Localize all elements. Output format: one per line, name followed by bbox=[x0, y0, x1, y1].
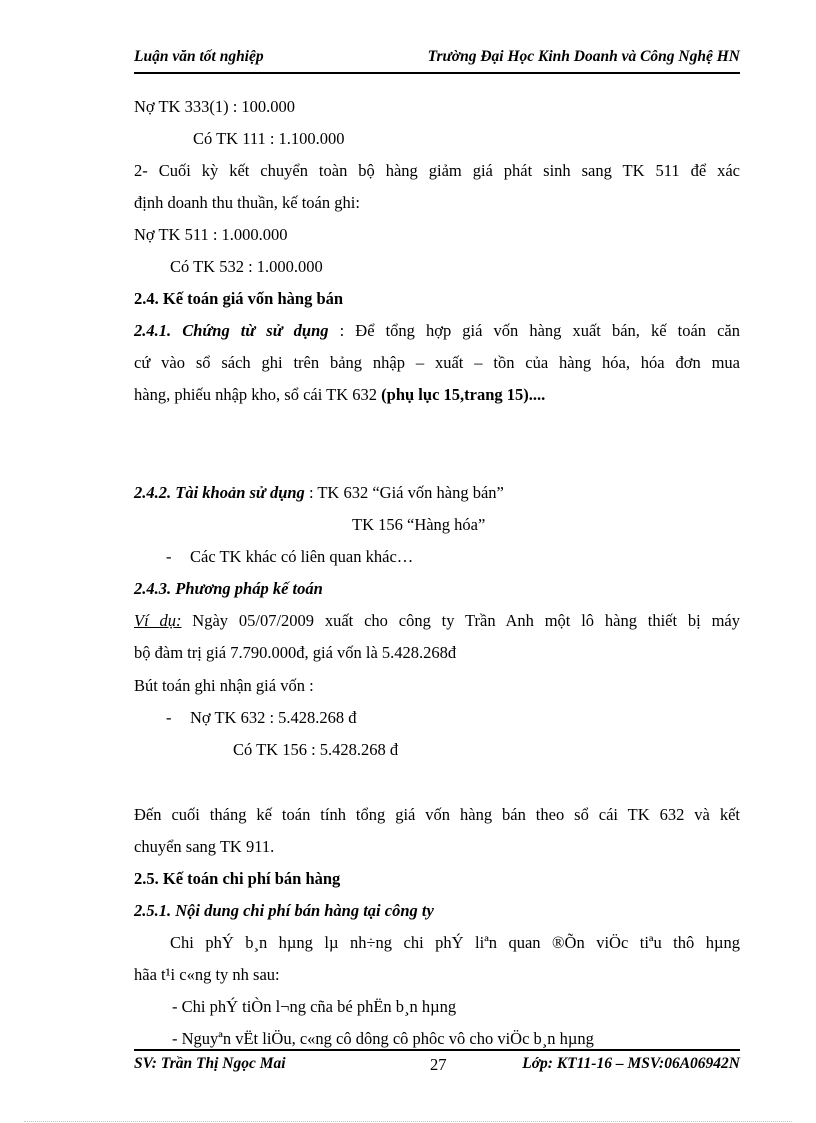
header-university: Trường Đại Học Kinh Doanh và Công Nghệ HN bbox=[427, 48, 740, 65]
paragraph-line: Đến cuối tháng kế toán tính tổng giá vốn hàng bán theo sổ cái TK 632 và kết bbox=[134, 805, 740, 824]
paragraph-line: định doanh thu thuần, kế toán ghi: bbox=[134, 193, 360, 212]
paragraph-text: : Để tổng hợp giá vốn hàng xuất bán, kế toán căn bbox=[328, 321, 741, 340]
list-bullet: - bbox=[166, 708, 172, 727]
paragraph-line: Bút toán ghi nhận giá vốn : bbox=[134, 676, 314, 695]
entry-no-333: Nợ TK 333(1) : 100.000 bbox=[134, 97, 296, 116]
page-number: 27 bbox=[430, 1055, 447, 1074]
entry-no-511: Nợ TK 511 : 1.000.000 bbox=[134, 225, 288, 244]
subsection-heading-2-4-1: 2.4.1. Chứng từ sử dụng bbox=[134, 321, 329, 340]
paragraph-line: cứ vào sổ sách ghi trên bảng nhập – xuất – tồn của hàng hóa, hóa đơn mua bbox=[134, 353, 740, 372]
paragraph-line bbox=[134, 384, 545, 406]
paragraph-line: 2- Cuối kỳ kết chuyển toàn bộ hàng giảm giá phát sinh sang TK 511 để xác bbox=[134, 161, 740, 180]
footer-class-id: Lớp: KT11-16 – MSV:06A06942N bbox=[522, 1055, 740, 1072]
paragraph-line: Chi phÝ b¸n hµng lµ nh÷ng chi phÝ liªn quan ®Õn viÖc tiªu thô hµng bbox=[170, 933, 740, 952]
example-label: Ví dụ: bbox=[134, 611, 182, 630]
page-edge-divider bbox=[24, 1121, 792, 1122]
footer-student-name: SV: Trần Thị Ngọc Mai bbox=[134, 1055, 286, 1072]
list-item: Các TK khác có liên quan khác… bbox=[190, 547, 414, 566]
entry-co-532: Có TK 532 : 1.000.000 bbox=[170, 257, 323, 276]
paragraph-line: hãa t¹i c«ng ty nh sau: bbox=[134, 965, 280, 984]
entry-co-111: Có TK 111 : 1.100.000 bbox=[193, 129, 345, 148]
subsection-heading-2-5-1: 2.5.1. Nội dung chi phí bán hàng tại công ty bbox=[134, 901, 434, 920]
section-heading-2-5: 2.5. Kế toán chi phí bán hàng bbox=[134, 869, 341, 888]
entry-no-632: Nợ TK 632 : 5.428.268 đ bbox=[190, 708, 357, 727]
account-156: TK 156 “Hàng hóa” bbox=[352, 515, 486, 534]
paragraph-text: hàng, phiếu nhập kho, sổ cái TK 632 bbox=[134, 385, 382, 404]
header-thesis-title: Luận văn tốt nghiệp bbox=[134, 48, 264, 65]
subsection-heading-2-4-2: 2.4.2. Tài khoản sử dụng bbox=[134, 483, 305, 502]
account-632: : TK 632 “Giá vốn hàng bán” bbox=[304, 483, 504, 502]
paragraph-line: chuyển sang TK 911. bbox=[134, 837, 275, 856]
subsection-heading-2-4-3: 2.4.3. Phương pháp kế toán bbox=[134, 579, 323, 598]
paragraph-line: bộ đàm trị giá 7.790.000đ, giá vốn là 5.428.268đ bbox=[134, 643, 457, 662]
paragraph-line bbox=[134, 610, 740, 632]
appendix-reference: (phụ lục 15,trang 15).... bbox=[381, 385, 546, 404]
paragraph-text: Ngày 05/07/2009 xuất cho công ty Trần Anh một lô hàng thiết bị máy bbox=[181, 611, 740, 630]
page-header bbox=[134, 48, 740, 74]
list-item: - Chi phÝ tiÒn l¬ng cña bé phËn b¸n hµng bbox=[172, 997, 457, 1016]
page-footer bbox=[134, 1049, 740, 1077]
entry-co-156: Có TK 156 : 5.428.268 đ bbox=[233, 740, 399, 759]
list-item: - Nguyªn vËt liÖu, c«ng cô dông cô phôc vô cho viÖc b¸n hµng bbox=[172, 1029, 594, 1048]
paragraph-line bbox=[134, 482, 504, 504]
list-bullet: - bbox=[166, 547, 172, 566]
paragraph-line bbox=[134, 320, 740, 342]
section-heading-2-4: 2.4. Kế toán giá vốn hàng bán bbox=[134, 289, 344, 308]
